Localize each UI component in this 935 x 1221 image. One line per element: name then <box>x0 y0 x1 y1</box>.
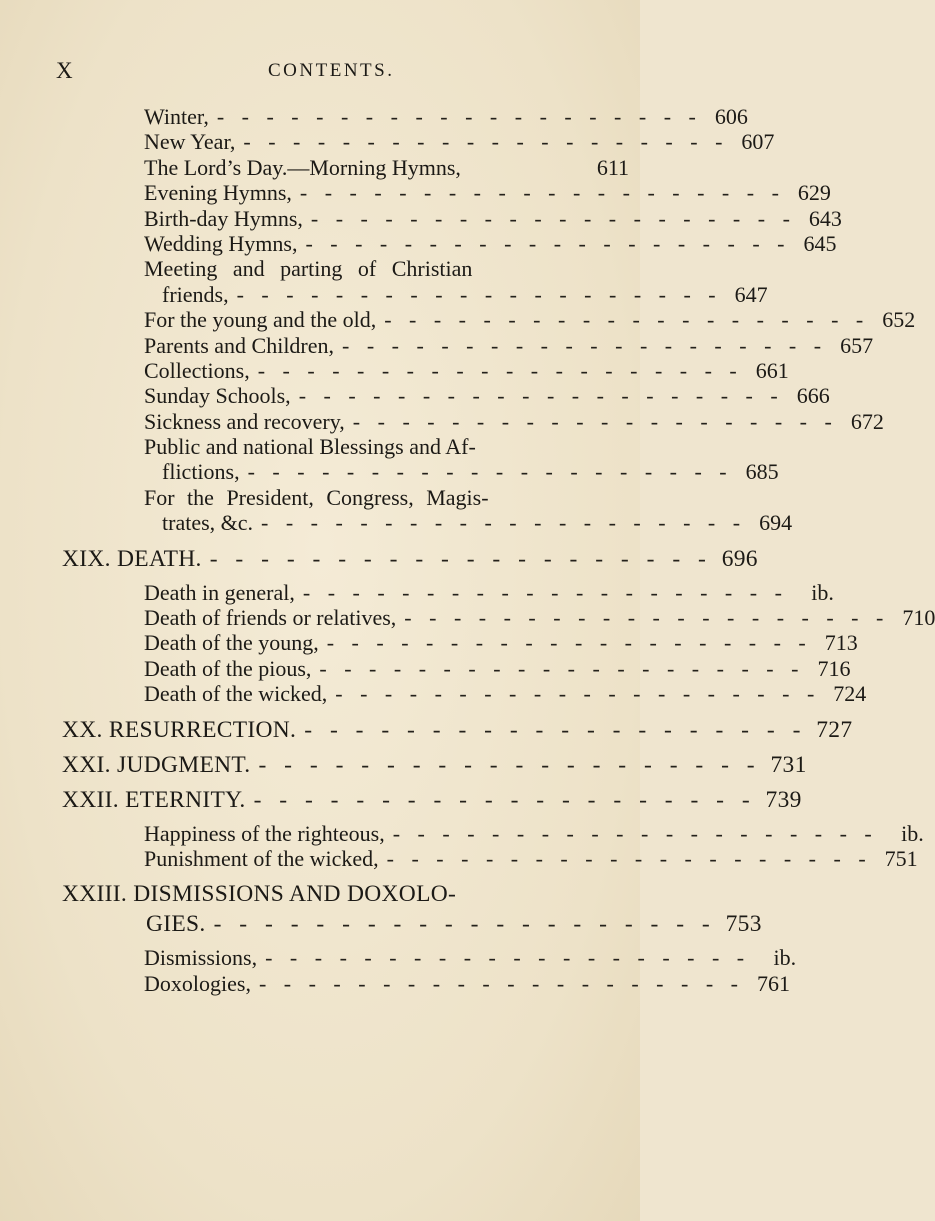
leader-dots: - - - - - - - - - - - - - - - - - - - - <box>209 545 712 572</box>
toc-entry <box>144 155 629 180</box>
entry-title: Death of the wicked, <box>144 681 328 707</box>
entry-page: 661 <box>755 357 789 383</box>
toc-entry <box>144 332 874 358</box>
leader-dots: - - - - - - - - - - - - - - - - - - - - <box>258 751 761 778</box>
entry-title: Death in general, <box>144 579 295 605</box>
entry-title: Evening Hymns, <box>144 180 292 206</box>
entry-page: 666 <box>796 383 830 409</box>
section-title: GIES. <box>146 911 206 938</box>
entry-page: ib. <box>773 945 797 971</box>
entry-title: trates, &c. <box>162 510 254 536</box>
entry-title: Sickness and recovery, <box>144 408 345 434</box>
page-number: X <box>56 58 74 83</box>
entry-page: 694 <box>759 510 793 536</box>
entry-page: 606 <box>714 104 748 129</box>
toc-entry-continuation <box>162 459 779 485</box>
page-header <box>56 58 626 90</box>
section-page: 696 <box>721 545 758 572</box>
leader-dots: - - - - - - - - - - - - - - - - - - - - <box>265 945 751 971</box>
leader-dots: - - - - - - - - - - - - - - - - - - - - <box>304 716 807 743</box>
toc-entry-continuation <box>162 510 793 536</box>
leader-dots: - - - - - - - - - - - - - - - - - - - - <box>384 307 870 333</box>
entry-title: Death of friends or relatives, <box>144 605 397 631</box>
entry-page: ib. <box>811 579 834 605</box>
entry-title: Collections, <box>144 357 250 383</box>
leader-dots: - - - - - - - - - - - - - - - - - - - - <box>236 281 722 307</box>
entry-title: Death of the young, <box>144 630 319 656</box>
toc-entry-first-line <box>144 256 629 281</box>
entry-page: ib. <box>901 820 924 846</box>
toc-entry <box>144 970 790 996</box>
entry-title: Dismissions, <box>144 945 258 971</box>
entry-title: For the President, Congress, Magis- <box>144 484 489 510</box>
leader-dots: - - - - - - - - - - - - - - - - - - - - <box>392 820 878 846</box>
toc-entry <box>144 383 830 409</box>
section-heading-continuation <box>146 909 762 939</box>
section-title: XXII. ETERNITY. <box>62 786 246 813</box>
leader-dots: - - - - - - - - - - - - - - - - - - - - <box>302 579 788 605</box>
leader-dots: - - - - - - - - - - - - - - - - - - - - <box>299 180 785 206</box>
entry-page: 643 <box>808 205 842 231</box>
entry-title: Winter, <box>144 104 209 129</box>
leader-dots: - - - - - - - - - - - - - - - - - - - - <box>243 129 729 155</box>
section-page: 753 <box>725 911 762 938</box>
entry-page: 657 <box>840 332 874 358</box>
leader-dots: - - - - - - - - - - - - - - - - - - - - <box>342 332 828 358</box>
entry-title: Birth-day Hymns, <box>144 205 303 231</box>
leader-dots: - - - - - - - - - - - - - - - - - - - - <box>253 786 756 813</box>
section-page: 731 <box>770 751 807 778</box>
entry-title: Sunday Schools, <box>144 383 291 409</box>
leader-dots: - - - - - - - - - - - - - - - - - - - - <box>319 655 805 681</box>
table-of-contents <box>0 104 935 996</box>
toc-entry <box>144 180 831 206</box>
leader-dots: - - - - - - - - - - - - - - - - - - - - <box>335 681 821 707</box>
toc-entry-first-line <box>144 434 629 459</box>
toc-entry <box>144 205 842 231</box>
leader-dots: - - - - - - - - - - - - - - - - - - - - <box>305 230 791 256</box>
section-page: 739 <box>765 786 802 813</box>
toc-entry <box>144 820 924 846</box>
leader-dots: - - - - - - - - - - - - - - - - - - - - <box>213 911 716 938</box>
section-heading <box>62 544 758 574</box>
entry-title: Doxologies, <box>144 970 251 996</box>
entry-page: 652 <box>882 307 916 333</box>
leader-dots: - - - - - - - - - - - - - - - - - - - - <box>386 845 872 871</box>
section-heading <box>62 715 853 745</box>
toc-entry <box>144 579 834 605</box>
entry-title: Happiness of the righteous, <box>144 820 385 846</box>
toc-entry-continuation <box>162 281 768 307</box>
toc-entry <box>144 945 797 971</box>
entry-title: For the young and the old, <box>144 307 377 333</box>
leader-dots: - - - - - - - - - - - - - - - - - - - - <box>298 383 784 409</box>
entry-page: 645 <box>803 230 837 256</box>
entry-title: friends, <box>162 281 229 307</box>
entry-page: 716 <box>817 655 851 681</box>
leader-dots: - - - - - - - - - - - - - - - - - - - - <box>310 205 796 231</box>
toc-entry <box>144 681 867 707</box>
section-title: XXI. JUDGMENT. <box>62 751 251 778</box>
toc-entry <box>144 655 851 681</box>
entry-page: 724 <box>833 681 867 707</box>
leader-dots: - - - - - - - - - - - - - - - - - - - - <box>261 510 747 536</box>
leader-dots: - - - - - - - - - - - - - - - - - - - - <box>404 605 890 631</box>
section-heading <box>62 785 802 815</box>
entry-page: 607 <box>741 129 775 155</box>
section-title: XX. RESURRECTION. <box>62 716 297 743</box>
toc-entry <box>144 357 789 383</box>
entry-page: 611 <box>596 154 629 180</box>
toc-entry <box>144 307 916 333</box>
leader-dots: - - - - - - - - - - - - - - - - - - - - <box>258 970 744 996</box>
section-title: XXIII. DISMISSIONS AND DOXOLO- <box>62 881 457 908</box>
entry-page: 713 <box>824 630 858 656</box>
leader-dots: - - - - - - - - - - - - - - - - - - - - <box>247 459 733 485</box>
running-title: CONTENTS. <box>268 60 395 81</box>
entry-title: Public and national Blessings and Af- <box>144 434 476 460</box>
entry-title: Parents and Children, <box>144 332 335 358</box>
section-heading <box>62 750 807 780</box>
toc-entry <box>144 230 837 256</box>
entry-page: 629 <box>797 180 831 206</box>
entry-title: Punishment of the wicked, <box>144 845 379 871</box>
entry-page: 672 <box>850 408 884 434</box>
entry-title: The Lord’s Day.—Morning Hymns, <box>144 154 461 180</box>
entry-page: 685 <box>745 459 779 485</box>
toc-entry <box>144 104 748 129</box>
entry-title: Wedding Hymns, <box>144 230 298 256</box>
entry-title: flictions, <box>162 459 240 485</box>
section-title: XIX. DEATH. <box>62 545 202 572</box>
toc-entry <box>144 630 858 656</box>
toc-entry <box>144 845 918 871</box>
leader-dots: - - - - - - - - - - - - - - - - - - - - <box>216 104 702 129</box>
section-heading-first-line <box>62 879 629 909</box>
toc-entry <box>144 605 935 631</box>
entry-title: Meeting and parting of Christian <box>144 256 473 282</box>
entry-page: 761 <box>756 970 790 996</box>
entry-title: New Year, <box>144 129 236 155</box>
entry-page: 751 <box>884 845 918 871</box>
entry-page: 647 <box>734 281 768 307</box>
toc-entry <box>144 408 884 434</box>
leader-dots: - - - - - - - - - - - - - - - - - - - - <box>352 408 838 434</box>
leader-dots: - - - - - - - - - - - - - - - - - - - - <box>326 630 812 656</box>
leader-dots: - - - - - - - - - - - - - - - - - - - - <box>257 357 743 383</box>
section-page: 727 <box>816 716 853 743</box>
entry-page: 710 <box>902 605 935 631</box>
entry-title: Death of the pious, <box>144 655 312 681</box>
toc-entry <box>144 129 775 155</box>
toc-entry-first-line <box>144 485 629 510</box>
